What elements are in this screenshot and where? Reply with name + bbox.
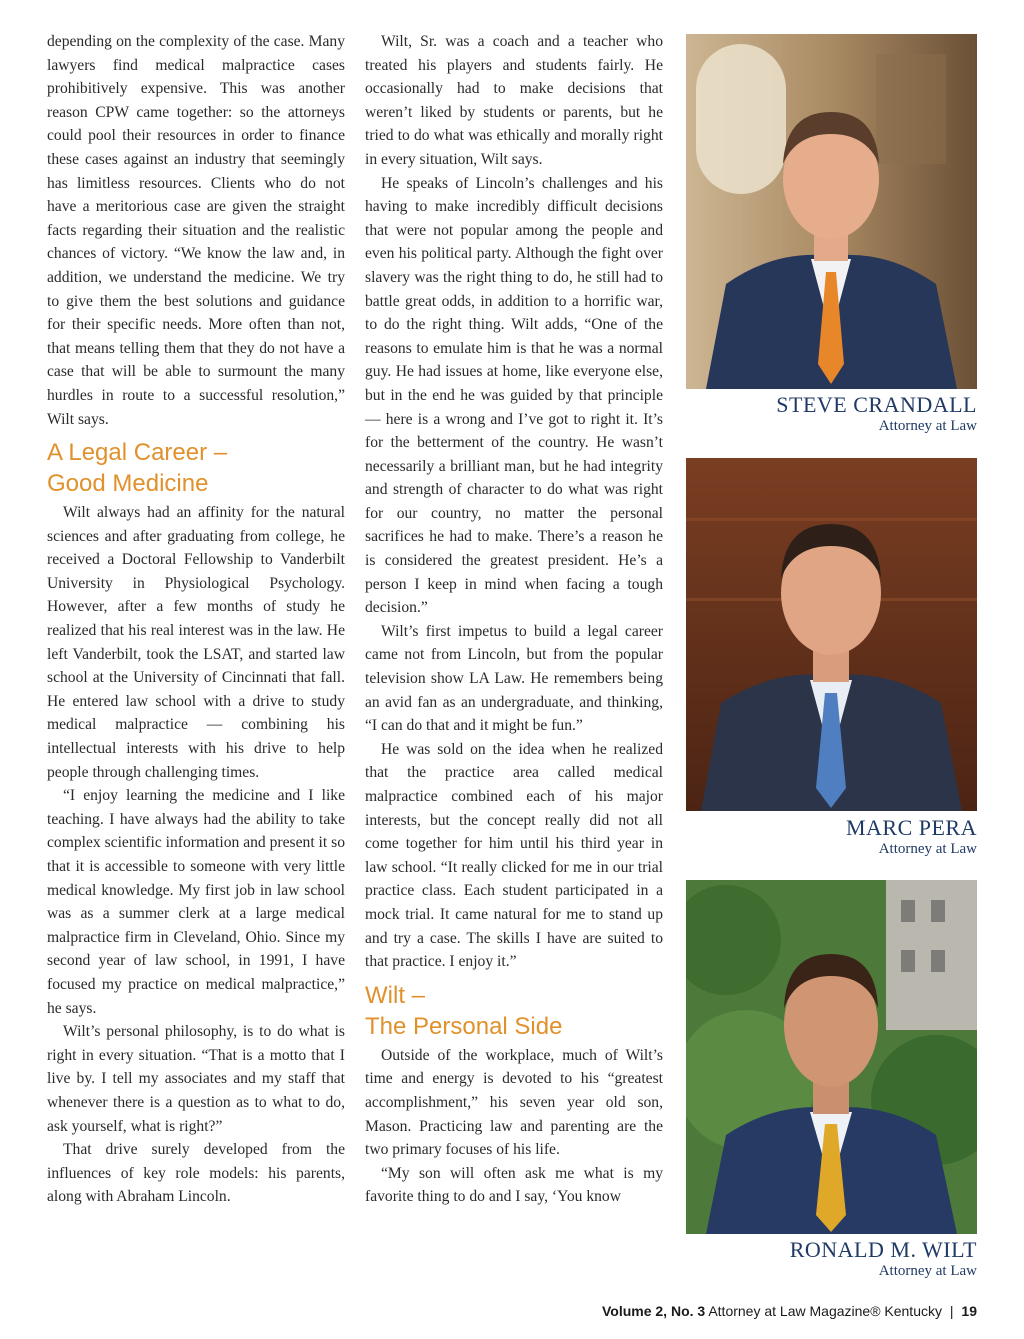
section-heading — [47, 437, 345, 499]
heading-line: Good Medicine — [47, 470, 209, 498]
attorney-title: Attorney at Law — [878, 1263, 977, 1279]
paragraph: depending on the complexity of the case. Many lawyers find medical malpractice cases prohibitively expensive. This was another reason CPW came together: so the attorneys could pool their resources in order to finance these cases against an industry that seemingly has limitless resources. Clients who do not have a meritorious case are given the straight facts regarding their situation and the realistic chances of victory. “We know the law and, in addition, we understand the medicine. We try to give them the best solutions and guidance for their specific needs. More often than not, that means telling them that they do not have a case that will be able to surmount the many hurdles in route to a successful resolution,” Wilt says. — [47, 33, 345, 428]
article-column-1 — [47, 30, 345, 1209]
article-column-2 — [365, 30, 663, 1209]
portrait-caption — [686, 816, 977, 858]
paragraph: “I enjoy learning the medicine and I like teaching. I have always had the ability to take complex scientific information and present it so that it is accessible to someone with very little medical knowledge. My first job in law school was as a summer clerk at a large medical malpractice firm in Cleveland, Ohio. Since my second year of law school, in 1991, I have focused my practice on medical malpractice,” he says. — [47, 787, 345, 1017]
attorney-name: STEVE CRANDALL — [776, 392, 977, 417]
magazine-name: Attorney at Law Magazine® Kentucky — [708, 1303, 942, 1319]
paragraph: He speaks of Lincoln’s challenges and his having to make incredibly difficult decisions that were not popular among the people and even his political party. Although the fight over slavery was the right thing to do, he still had to battle great odds, in addition to a horrific war, to do the right thing. Wilt adds, “One of the reasons to emulate him is that he was a normal guy. He had issues at home, like everyone else, but in the end he was guided by that principle — here is a wrong and I’ve got to right it. It’s for the betterment of the country. He wasn’t necessarily a brilliant man, but he had integrity and strength of character to do what was right for our country, no matter the personal sacrifices he had to make. There’s a reason he is considered the greatest president. He’s a person I keep in mind when facing a tough decision.” — [365, 174, 663, 617]
heading-line: The Personal Side — [365, 1012, 563, 1040]
footer-separator: | — [949, 1303, 954, 1319]
attorney-name: RONALD M. WILT — [789, 1237, 977, 1262]
portrait-caption — [686, 1238, 977, 1280]
paragraph: Outside of the workplace, much of Wilt’s time and energy is devoted to his “greatest accomplishment,” his seven year old son, Mason. Practicing law and parenting are the two primary focuses of his life. — [365, 1046, 663, 1159]
issue-volume: Volume 2, No. 3 — [601, 1303, 706, 1319]
paragraph: Wilt, Sr. was a coach and a teacher who treated his players and students fairly. He occasionally had to make decisions that weren’t liked by students or parents, but he tried to do what was ethically and morally right in every situation, Wilt says. — [365, 33, 663, 168]
attorney-title: Attorney at Law — [878, 841, 977, 857]
heading-line: A Legal Career – — [47, 439, 228, 467]
page-number: 19 — [961, 1303, 977, 1319]
paragraph: Wilt’s first impetus to build a legal career came not from Lincoln, but from the popular television show LA Law. He remembers being an avid fan as an undergraduate, and thinking, “I can do that and it might be fun.” — [365, 622, 663, 735]
portrait-photo-steve-crandall — [686, 34, 977, 389]
attorney-name: MARC PERA — [845, 815, 977, 840]
heading-line: Wilt – — [365, 981, 425, 1009]
portrait-photo-ronald-wilt — [686, 880, 977, 1234]
paragraph: That drive surely developed from the influences of key role models: his parents, along with Abraham Lincoln. — [47, 1141, 345, 1206]
section-heading — [365, 980, 663, 1042]
paragraph: Wilt always had an affinity for the natural sciences and after graduating from college, he received a Doctoral Fellowship to Vanderbilt University in Physiological Psychology. However, after a few months of study he realized that his real interest was in the law. He left Vanderbilt, took the LSAT, and started law school at the University of Cincinnati that fall. He entered law school with a drive to study medical malpractice — combining his intellectual interests with his drive to help people through challenging times. — [47, 504, 345, 781]
paragraph: He was sold on the idea when he realized that the practice area called medical malpractice combined each of his major interests, but the concept really did not all come together for him until his third year in law school. “It really clicked for me in our trial practice class. Each student participated in a mock trial. It came natural for me to stand up and try a case. The skills I have are suited to that practice. I enjoy it.” — [365, 740, 663, 971]
paragraph: “My son will often ask me what is my favorite thing to do and I say, ‘You know — [365, 1164, 663, 1206]
portrait-caption — [686, 393, 977, 435]
page-footer — [602, 1303, 977, 1319]
paragraph: Wilt’s personal philosophy, is to do what is right in every situation. “That is a motto that I live by. I tell my associates and my staff that whenever there is a question as to what to do, ask yourself, what is right?” — [47, 1023, 345, 1135]
portrait-photo-marc-pera — [686, 458, 977, 811]
attorney-title: Attorney at Law — [878, 418, 977, 434]
